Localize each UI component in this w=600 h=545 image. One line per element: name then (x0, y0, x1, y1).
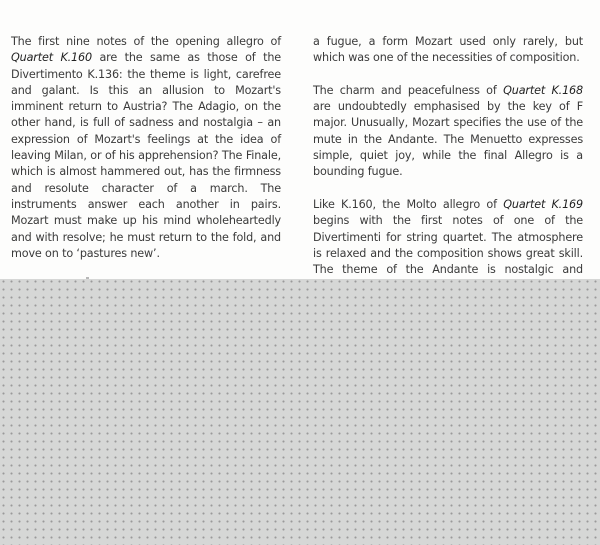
work-title: Quartet K.160 (11, 51, 92, 65)
work-title: Quartet K.169 (503, 197, 583, 211)
paragraph (11, 34, 281, 262)
text-segment: The first nine notes of the opening allegro of (11, 35, 281, 48)
paragraph (313, 34, 583, 67)
text-segment: begins with the first notes of one of the Divertimenti for string quartet. The atmosphere is relaxed and the composition shows great skill. The theme of the Andante is nostalgic and (313, 214, 583, 277)
text-segment: are undoubtedly emphasised by the key of F major. Unusually, Mozart specifies the use of the mute in the Andante. The Menuetto expresses simple, quiet joy, while the final Allegro is a bounding fugue. (313, 100, 583, 179)
text-segment: a fugue, a form Mozart used only rarely, but which was one of the necessities of composition. (313, 35, 583, 65)
dotted-overlay-region (0, 279, 600, 545)
text-segment: are the same as those of the Divertimento K.136: the theme is light, carefree and galant. Is this an allusion to Mozart's imminent return to Austria? The Adagio, on the other hand, is full of sadness and nostalgia – an expression of Mozart's feelings at the idea of leaving Milan, or of his apprehension? The Finale, which is almost hammered out, has the firmness and resolute character of a march. The instruments answer each another in pairs. Mozart must make up his mind wholeheartedly and with resolve; he must return to the fold, and move on to ‘pastures new’. (11, 51, 281, 260)
text-segment: Like K.160, the Molto allegro of (313, 197, 504, 211)
work-title: Quartet K.168 (503, 83, 583, 97)
paragraph (313, 83, 583, 181)
text-segment: The charm and peacefulness of (313, 83, 504, 97)
